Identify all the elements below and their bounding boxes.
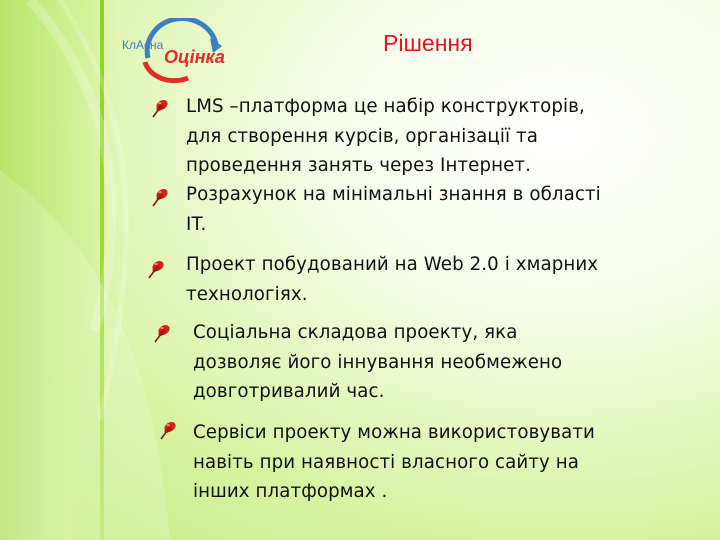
bullet-text [193,418,595,507]
bullet-line: навіть при наявності власного сайту на [193,451,579,473]
pushpin-icon [150,97,170,119]
logo-top-text: КлАсна [122,38,164,52]
slide-title: Рішення [383,30,473,56]
bullet-line: дозволяє його іннування необмежено [193,351,563,373]
bullet-line: проведення занять через Інтернет. [186,155,531,176]
bullet-line: інших платформах . [193,481,388,502]
bullet-line: Сервіси проекту можна використовувати [193,422,595,443]
bullet-line: LMS –платформа це набір конструкторів, [186,96,585,117]
bullet-line: Проект побудований на Web 2.0 і хмарних [186,254,599,275]
bullet-line: технологіях. [186,283,308,305]
bullet-text [186,250,598,309]
bullet-text [186,92,585,181]
bullet-line: Розрахунок на мінімальні знання в області [186,184,601,205]
pushpin-icon [158,419,178,441]
logo-bottom-text: Оцінка [164,47,225,67]
pushpin-icon [146,258,166,280]
bullet-line: для створення курсів, організації та [186,125,538,147]
bullet-line: Соціальна складова проекту, яка [193,322,518,343]
pushpin-icon [150,186,170,208]
bullet-text [193,318,562,407]
bullet-text [186,180,601,239]
bullet-line: довготривалий час. [193,381,385,402]
bullet-line: IT. [186,213,207,235]
pushpin-icon [152,322,172,344]
